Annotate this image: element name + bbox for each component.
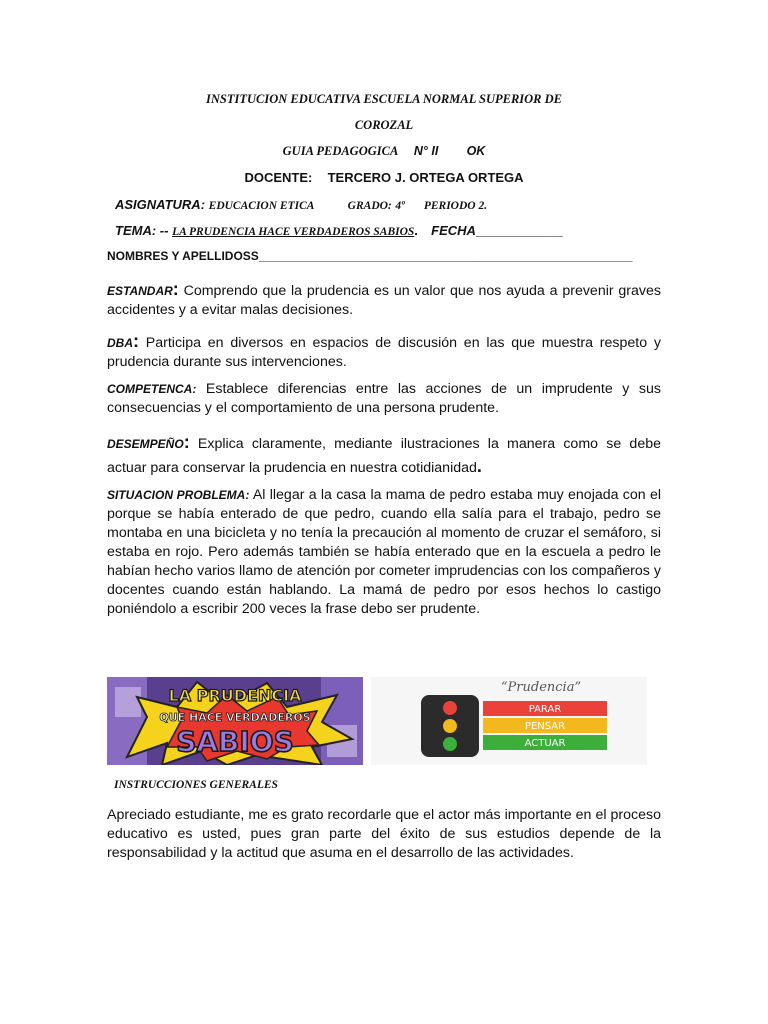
instrucciones-title: INSTRUCCIONES GENERALES: [114, 779, 278, 791]
periodo: PERIODO 2.: [423, 200, 488, 212]
guia-label: GUIA PEDAGOGICA: [282, 144, 398, 158]
competencia-text: Establece diferencias entre las acciones de un imprudente y sus consecuencias y el comportamiento de una persona prudente.: [107, 381, 661, 416]
semaforo-title: “Prudencia”: [500, 680, 582, 695]
dba-label: DBA: [107, 336, 133, 350]
estandar-paragraph: ESTANDAR: Comprendo que la prudencia es un valor que nos ayuda a prevenir graves accidentes y a evitar malas decisiones.: [107, 279, 661, 318]
nombres-line: [107, 249, 633, 263]
green-light-icon: [443, 737, 457, 751]
dba-paragraph: DBA: Participa en diversos en espacios de discusión en las que muestra respeto y prudencia durante sus intervenciones.: [107, 331, 661, 370]
semaforo-prudencia-image: [371, 677, 647, 765]
docente-value: TERCERO J. ORTEGA ORTEGA: [327, 170, 524, 185]
estandar-text: Comprendo que la prudencia es un valor que nos ayuda a prevenir graves accidentes y a evitar malas decisiones.: [107, 283, 661, 318]
banner-line-1: LA PRUDENCIA: [168, 686, 302, 705]
situacion-text: Al llegar a la casa la mama de pedro estaba muy enojada con el porque se había enterado de que pedro, cuando ella salía para el trabajo, pedro se montaba en una bicicleta y no tenía la precaución al momento de cruzar el semáforo, si estaba en rojo. Pero además también se había enterado que en la escuela a pedro le habían hecho varios llamo de atención por cometer imprudencias con los compañeros y docentes cuando están hablando. La mamá de pedro por esos hechos lo castigo poniéndolo a escribir 200 veces la frase debo ser prudente.: [107, 487, 661, 617]
banner-illustration: [107, 677, 363, 765]
desempeno-paragraph: DESEMPEÑO: Explica claramente, mediante ilustraciones la manera como se debe actuar para conservar la prudencia en nuestra cotidianidad.: [107, 432, 661, 476]
prudencia-banner-image: [107, 677, 363, 765]
desempeno-text: Explica claramente, mediante ilustraciones la manera como se debe actuar para conservar la prudencia en nuestra cotidianidad: [107, 436, 661, 476]
tema-label: TEMA: --: [115, 223, 169, 238]
desempeno-label: DESEMPEÑO: [107, 437, 184, 451]
row-label-parar: PARAR: [528, 704, 562, 715]
tema-value: LA PRUDENCIA HACE VERDADEROS SABIOS: [172, 226, 415, 238]
guia-line: [0, 144, 768, 159]
nombres-blank: ________________________________________________________: [258, 249, 633, 263]
asignatura-label: ASIGNATURA:: [115, 197, 206, 212]
yellow-light-icon: [443, 719, 457, 733]
grado-value: 4º: [395, 200, 405, 212]
fecha-blank: ____________: [475, 223, 563, 238]
competencia-label: COMPETENCA:: [107, 382, 197, 396]
guia-number: N° II: [413, 144, 439, 158]
docente-line: [0, 170, 768, 185]
banner-line-3: SABIOS: [176, 725, 294, 758]
competencia-paragraph: [107, 380, 661, 418]
row-label-pensar: PENSAR: [524, 721, 566, 732]
nombres-label: NOMBRES Y APELLIDOSS: [107, 249, 259, 263]
asignatura-line: [115, 197, 487, 212]
situacion-paragraph: [107, 486, 661, 619]
dba-text: Participa en diversos en espacios de discusión en las que muestra respeto y prudencia durante sus intervenciones.: [107, 335, 661, 370]
situacion-label: SITUACION PROBLEMA:: [107, 488, 250, 502]
asignatura-value: EDUCACION ETICA: [208, 200, 315, 212]
institution-line-1: INSTITUCION EDUCATIVA ESCUELA NORMAL SUPERIOR DE: [206, 92, 562, 106]
row-label-actuar: ACTUAR: [524, 738, 566, 749]
banner-line-2: QUE HACE VERDADEROS: [159, 711, 311, 724]
institution-line-2: COROZAL: [354, 118, 414, 132]
docente-label: DOCENTE:: [244, 170, 313, 185]
ok-mark: OK: [466, 144, 486, 158]
grado-label: GRADO:: [347, 200, 392, 212]
instrucciones-paragraph: Apreciado estudiante, me es grato recordarle que el actor más importante en el proceso educativo es usted, pues gran parte del éxito de sus estudios depende de la responsabilidad y la actitud que asuma en el desarrollo de las actividades.: [107, 807, 661, 861]
tema-line: TEMA: -- LA PRUDENCIA HACE VERDADEROS SABIOS. FECHA____________: [115, 223, 563, 238]
fecha-label: FECHA: [431, 223, 476, 238]
red-light-icon: [443, 701, 457, 715]
semaforo-illustration: [371, 677, 647, 765]
estandar-label: ESTANDAR: [107, 284, 173, 298]
